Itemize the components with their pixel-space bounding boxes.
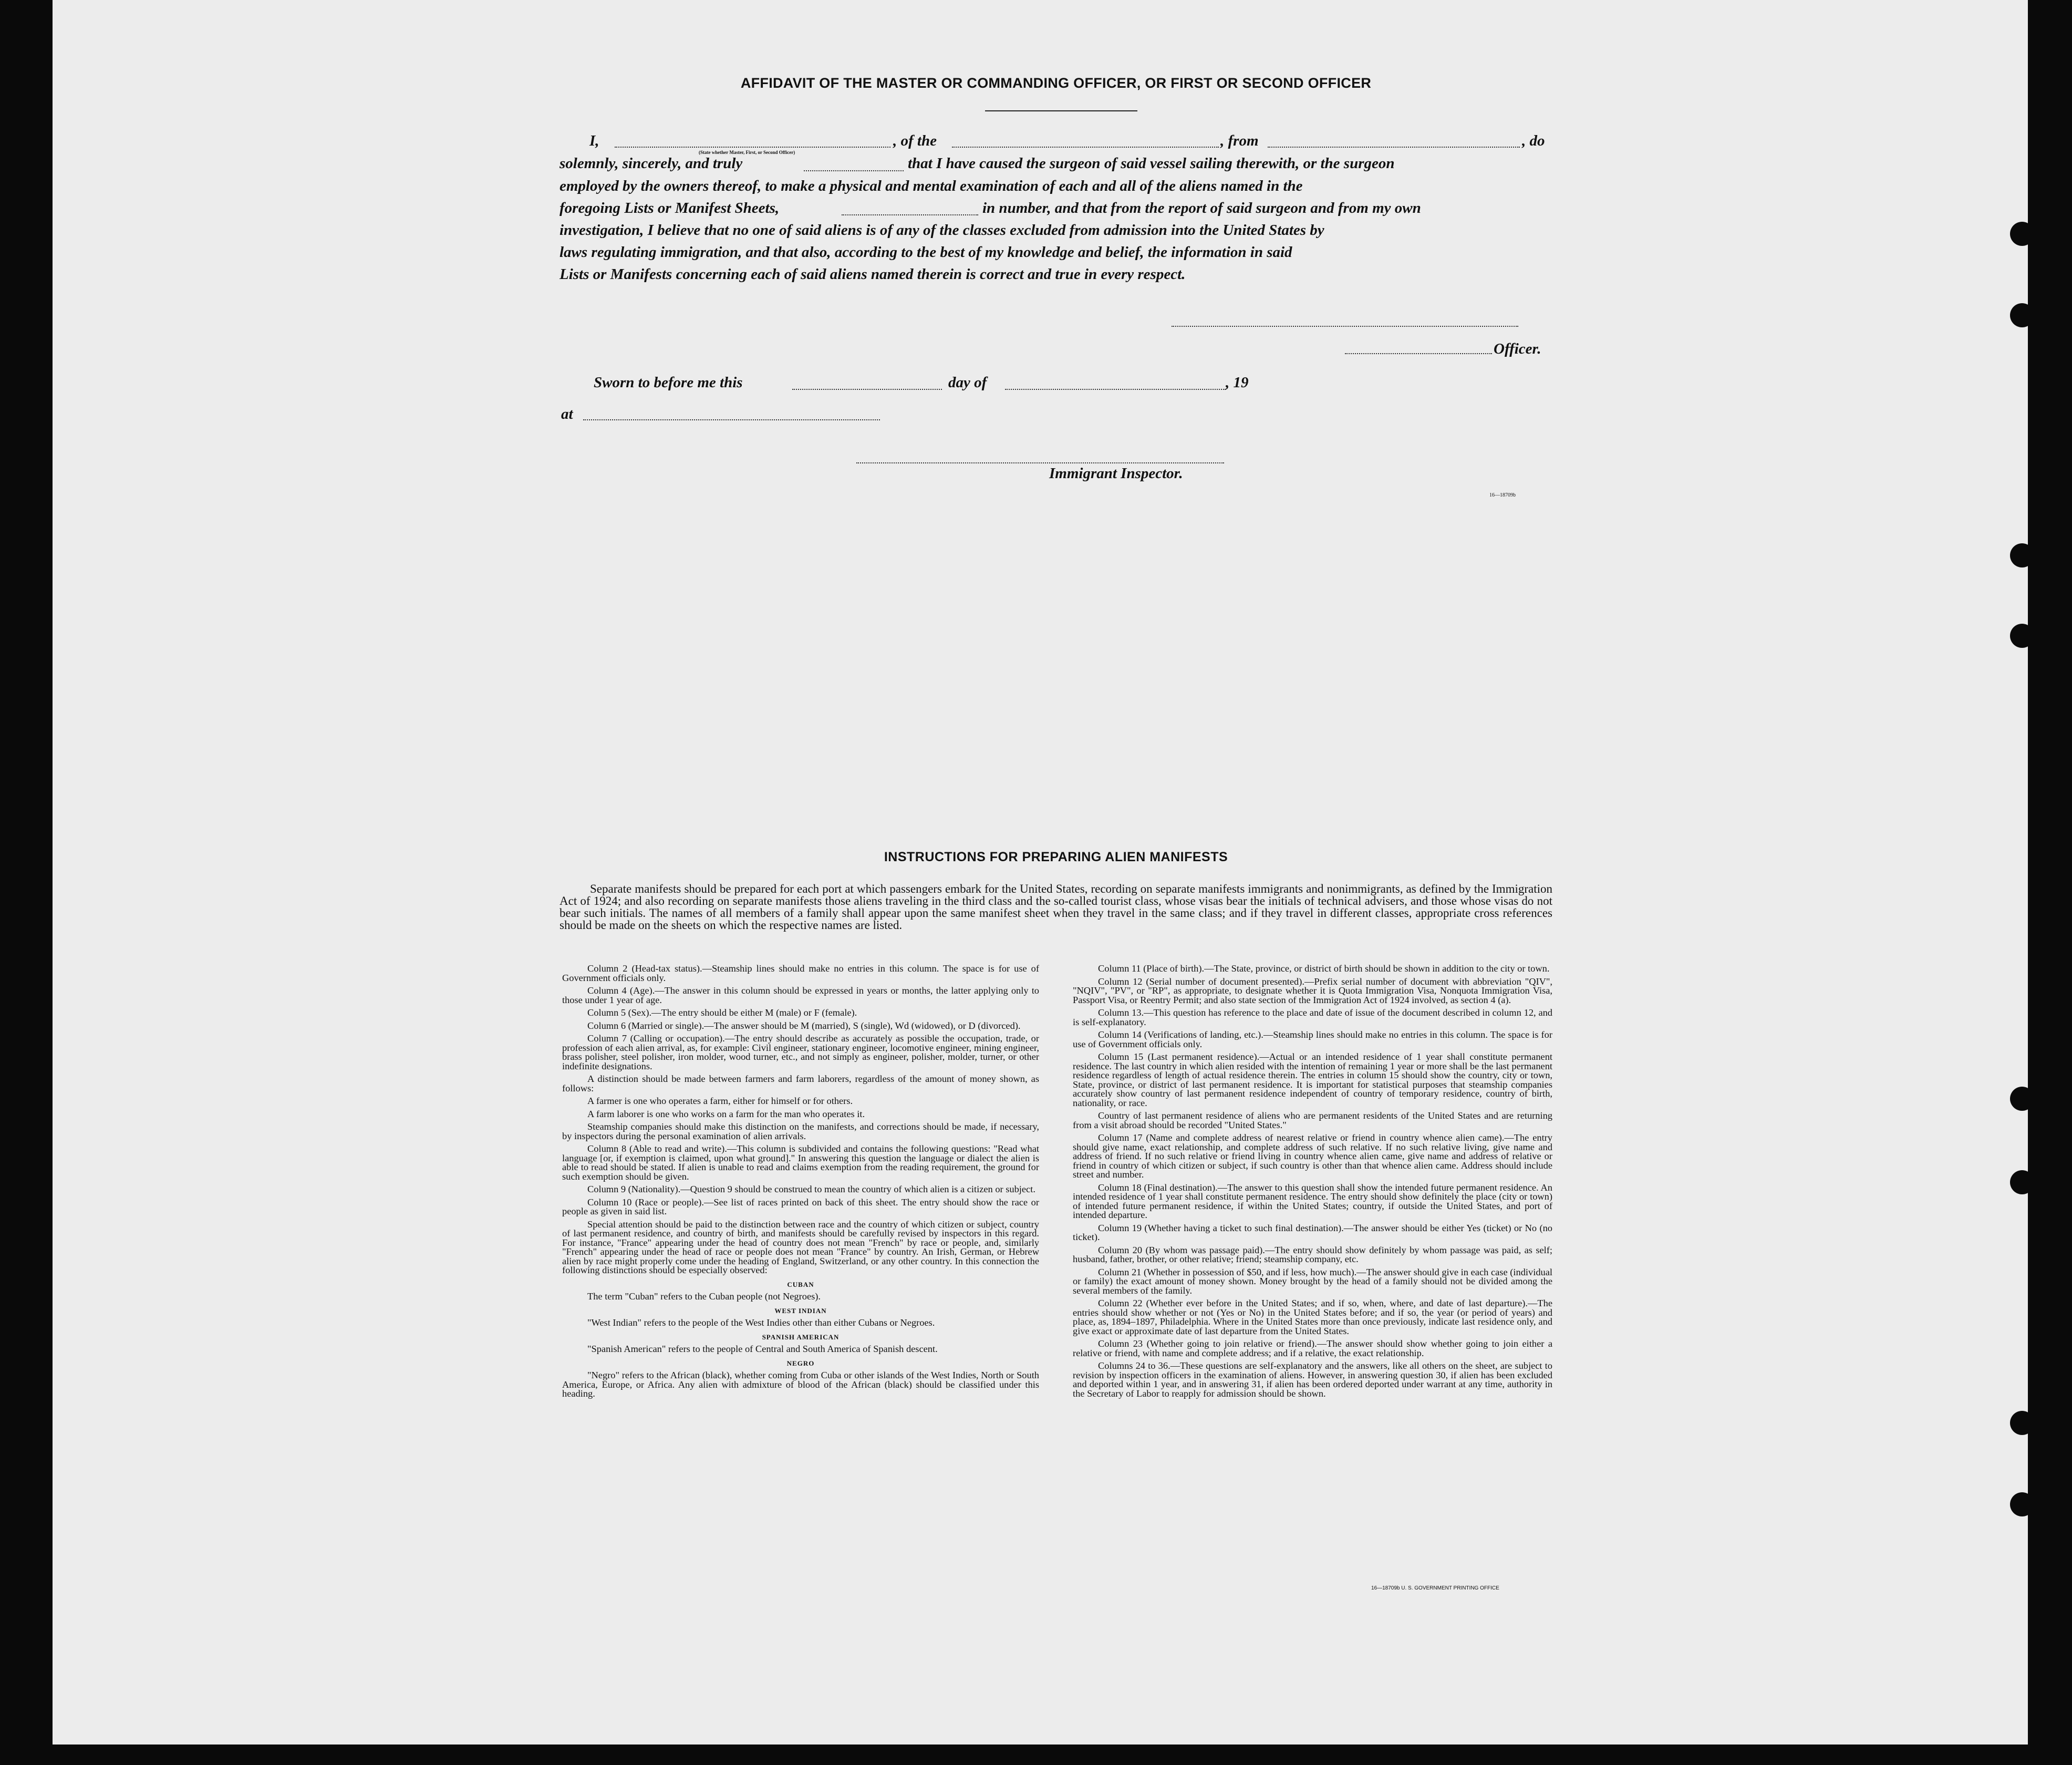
affidavit-line6: laws regulating immigration, and that also, according to the best of my knowledge and belief, the information in said bbox=[560, 244, 1292, 261]
instruction-paragraph: "Spanish American" refers to the people of Central and South America of Spanish descent. bbox=[587, 1344, 938, 1354]
affidavit-line4a: foregoing Lists or Manifest Sheets, bbox=[560, 200, 780, 216]
binder-hole bbox=[2010, 303, 2034, 327]
form-number: 16—18709b bbox=[1489, 492, 1516, 498]
right-column bbox=[1073, 964, 1552, 1402]
instruction-paragraph: Column 18 (Final destination).—The answer to this question shall show the intended future permanent residence. An intended residence of 1 year shall constitute permanent residence. The entry should show definitely the place (city or town) of intended future permanent residence, if within the United States; country, if outside the United States, and port of intended departure. bbox=[1073, 1182, 1552, 1220]
sworn-month-blank[interactable] bbox=[1005, 389, 1226, 390]
affidavit-of-the: , of the bbox=[893, 132, 937, 149]
at-label: at bbox=[561, 406, 573, 422]
instruction-paragraph: Column 8 (Able to read and write).—This column is subdivided and contains the following questions: "Read what language [or, if exemption is claimed, upon what ground]." In answering this question the language or dialect the alien is able to read should be stated. If alien is unable to read and claims exemption from the reading requirement, the ground for such exemption should be given. bbox=[562, 1143, 1039, 1182]
printing-office-note: 16—18709b U. S. GOVERNMENT PRINTING OFFICE bbox=[1371, 1585, 1499, 1591]
instruction-paragraph: "Negro" refers to the African (black), whether coming from Cuba or other islands of the West Indies, North or South America, Europe, or Africa. Any alien with admixture of blood of the African (black) should be classified under this heading. bbox=[562, 1370, 1039, 1399]
instruction-paragraph: A farm laborer is one who works on a farm for the man who operates it. bbox=[587, 1108, 865, 1119]
instruction-paragraph: Column 2 (Head-tax status).—Steamship lines should make no entries in this column. The space is for use of Government officials only. bbox=[562, 963, 1039, 983]
officer-label: Officer. bbox=[1494, 340, 1541, 357]
sworn-day-blank[interactable] bbox=[792, 389, 942, 390]
title-underline bbox=[985, 110, 1137, 111]
instruction-paragraph: A distinction should be made between farmers and farm laborers, regardless of the amount of money shown, as follows: bbox=[562, 1074, 1039, 1093]
oath-blank[interactable] bbox=[804, 170, 904, 171]
instruction-paragraph: Column 22 (Whether ever before in the United States; and if so, when, where, and date of last departure).—The entries should show whether or not (Yes or No) in the United States before; and if so, the year (or period of years) and place, as, 1894–1897, Philadelphia. Where in the United States more than once previously, indicate last residence only, and give exact or approximate date of last departure from the United States. bbox=[1073, 1298, 1552, 1336]
instruction-paragraph: Columns 24 to 36.—These questions are self-explanatory and the answers, like all others on the sheet, are subject to revision by inspection officers in the examination of aliens. However, in answering question 30, if alien has been excluded and deported within 1 year, and in answering 31, if alien has been ordered deported under warrant at any time, authority in the Secretary of Labor to reapply for admission should be shown. bbox=[1073, 1360, 1552, 1399]
instruction-paragraph: Column 10 (Race or people).—See list of races printed on back of this sheet. The entry should show the race or people as given in said list. bbox=[562, 1196, 1039, 1216]
binder-hole bbox=[2010, 1170, 2034, 1194]
affidavit-line2a: solemnly, sincerely, and truly bbox=[560, 155, 743, 172]
instruction-paragraph: Column 23 (Whether going to join relative or friend).—The answer should show whether going to join either a relative or friend, with name and complete address; and if a relative, the exact relationship. bbox=[1073, 1338, 1552, 1358]
instruction-paragraph: Column 15 (Last permanent residence).—Actual or an intended residence of 1 year shall constitute permanent residence. The last country in which alien resided with the intention of remaining 1 year or more shall be the last permanent residence regardless of length of actual residence therein. The entries in column 15 should show the country, city or town, State, province, or district of last permanent residence. It is important for statistical purposes that steamship companies accurately show country of last permanent residence independent of country of temporary residence, country of birth, nationality, or race. bbox=[1073, 1051, 1552, 1108]
cuban-heading: CUBAN bbox=[787, 1280, 814, 1288]
affidavit-from: , from bbox=[1220, 132, 1259, 149]
port-blank[interactable] bbox=[1268, 147, 1520, 148]
instruction-paragraph: Column 14 (Verifications of landing, etc.).—Steamship lines should make no entries in this column. The space is for use of Government officials only. bbox=[1073, 1029, 1552, 1049]
instruction-paragraph: Column 7 (Calling or occupation).—The entry should describe as accurately as possible the occupation, trade, or profession of each alien arrival, as, for example: Civil engineer, stationary engineer, locomotive engineer, mining engineer, brass polisher, steel polisher, iron molder, wood turner, etc., and not simply as engineer, polisher, molder, turner, or other indefinite designations. bbox=[562, 1033, 1039, 1071]
west-indian-heading: WEST INDIAN bbox=[774, 1306, 827, 1315]
sworn-label: Sworn to before me this bbox=[594, 374, 743, 391]
inspector-label: Immigrant Inspector. bbox=[1049, 465, 1183, 482]
instruction-paragraph: Column 20 (By whom was passage paid).—The entry should show definitely by whom passage was paid, as self; husband, father, brother, or other relative; friend; steamship company, etc. bbox=[1073, 1244, 1552, 1264]
instruction-paragraph: Column 13.—This question has reference to the place and date of issue of the document described in column 12, and is self-explanatory. bbox=[1073, 1007, 1552, 1027]
instruction-paragraph: "West Indian" refers to the people of the West Indies other than either Cubans or Negroes. bbox=[587, 1317, 935, 1328]
inspector-signature-blank[interactable] bbox=[856, 462, 1224, 463]
binder-hole bbox=[2010, 1411, 2034, 1435]
instruction-paragraph: Column 5 (Sex).—The entry should be either M (male) or F (female). bbox=[587, 1007, 857, 1018]
affidavit-line5: investigation, I believe that no one of said aliens is of any of the classes excluded from admission into the United States by bbox=[560, 222, 1324, 239]
instructions-intro: Separate manifests should be prepared for each port at which passengers embark for the United States, recording on separate manifests immigrants and nonimmigrants, as defined by the Immigration Act of 1924; and also recording on separate manifests those aliens traveling in the third class and the so-called tourist class, whose visas bear the initials of technical advisers, and those whose visas do not bear such initials. The names of all members of a family shall appear upon the same manifest sheet when they travel in the same class; and if they travel in different classes, appropriate cross references should be made on the sheets on which the respective names are listed. bbox=[560, 882, 1552, 932]
left-column bbox=[562, 964, 1039, 1402]
vessel-blank[interactable] bbox=[952, 147, 1219, 148]
rank-note: (State whether Master, First, or Second Officer) bbox=[699, 150, 795, 155]
officer-rank-blank[interactable] bbox=[615, 147, 890, 148]
instruction-paragraph: Column 21 (Whether in possession of $50, and if less, how much).—The answer should give in each case (individual or family) the exact amount of money shown. Money brought by the head of a family should not be divided among the several members of the family. bbox=[1073, 1266, 1552, 1296]
spanish-american-heading: SPANISH AMERICAN bbox=[762, 1333, 840, 1341]
instruction-paragraph: Column 17 (Name and complete address of nearest relative or friend in country whence alien came).—The entry should give name, exact relationship, and complete address of such relative. If no such relative living, give name and address of friend. If no such relative or friend living in country whence alien came, give name and address of relative or friend in country of which citizen or subject, if such country is other than that whence alien came. Address should include street and number. bbox=[1073, 1132, 1552, 1180]
negro-heading: NEGRO bbox=[786, 1359, 815, 1367]
instruction-paragraph: Column 12 (Serial number of document presented).—Prefix serial number of document with abbreviation "QIV", "NQIV", "PV", or "RP", as appropriate, to designate whether it is Quota Immigration Visa, Nonquota Immigration Visa, Passport Visa, or Reentry Permit; and also state section of the Immigration Act of 1924 involved, as section 4 (a). bbox=[1073, 976, 1552, 1005]
binder-hole bbox=[2010, 1087, 2034, 1111]
instruction-paragraph: A farmer is one who operates a farm, either for himself or for others. bbox=[587, 1096, 853, 1106]
day-of-label: day of bbox=[948, 374, 987, 391]
affidavit-line7: Lists or Manifests concerning each of said aliens named therein is correct and true in every respect. bbox=[560, 266, 1186, 283]
binder-hole bbox=[2010, 543, 2034, 567]
document-page bbox=[53, 0, 2028, 1745]
signature-line[interactable] bbox=[1172, 326, 1518, 327]
binder-hole bbox=[2010, 624, 2034, 648]
instruction-paragraph: Column 4 (Age).—The answer in this column should be expressed in years or months, the latter applying only to those under 1 year of age. bbox=[562, 985, 1039, 1005]
instruction-paragraph: Country of last permanent residence of aliens who are permanent residents of the United States and are returning from a visit abroad should be recorded "United States." bbox=[1073, 1110, 1552, 1130]
affidavit-line4b: in number, and that from the report of said surgeon and from my own bbox=[982, 200, 1421, 216]
instructions-title: INSTRUCTIONS FOR PREPARING ALIEN MANIFESTS bbox=[884, 850, 1228, 864]
instruction-paragraph: Column 6 (Married or single).—The answer should be M (married), S (single), Wd (widowed), or D (divorced). bbox=[587, 1020, 1021, 1031]
affidavit-title: AFFIDAVIT OF THE MASTER OR COMMANDING OFFICER, OR FIRST OR SECOND OFFICER bbox=[740, 75, 1372, 91]
instruction-paragraph: The term "Cuban" refers to the Cuban people (not Negroes). bbox=[587, 1291, 821, 1302]
affidavit-line3: employed by the owners thereof, to make a physical and mental examination of each and all of the aliens named in the bbox=[560, 178, 1303, 194]
officer-signature-blank[interactable] bbox=[1345, 353, 1492, 354]
instruction-paragraph: Column 11 (Place of birth).—The State, province, or district of birth should be shown in addition to the city or town. bbox=[1098, 963, 1550, 974]
affidavit-i: I, bbox=[589, 132, 599, 149]
instruction-paragraph: Steamship companies should make this distinction on the manifests, and corrections should be made, if necessary, by inspectors during the personal examination of alien arrivals. bbox=[562, 1121, 1039, 1141]
instruction-paragraph: Column 19 (Whether having a ticket to such final destination).—The answer should be either Yes (ticket) or No (no ticket). bbox=[1073, 1222, 1552, 1242]
affidavit-line2b: that I have caused the surgeon of said vessel sailing therewith, or the surgeon bbox=[908, 155, 1395, 172]
binder-hole bbox=[2010, 1492, 2034, 1516]
instruction-paragraph: Column 9 (Nationality).—Question 9 should be construed to mean the country of which alien is a citizen or subject. bbox=[587, 1184, 1035, 1194]
year-label: , 19 bbox=[1226, 374, 1249, 391]
instruction-paragraph: Special attention should be paid to the distinction between race and the country of which citizen or subject, country of last permanent residence, and country of birth, and manifests should be carefully revised by inspectors in this regard. For instance, "France" appearing under the head of country does not mean "French" by race or people, and, similarly "French" appearing under the head of race or people does not mean "France" by country. An Irish, German, or Hebrew alien by race might properly come under the heading of England, Switzerland, or any other country. In this connection the following distinctions should be especially observed: bbox=[562, 1219, 1039, 1275]
affidavit-do: , do bbox=[1522, 132, 1545, 149]
sworn-place-blank[interactable] bbox=[583, 419, 880, 420]
binder-hole bbox=[2010, 222, 2034, 246]
number-blank[interactable] bbox=[842, 214, 978, 215]
